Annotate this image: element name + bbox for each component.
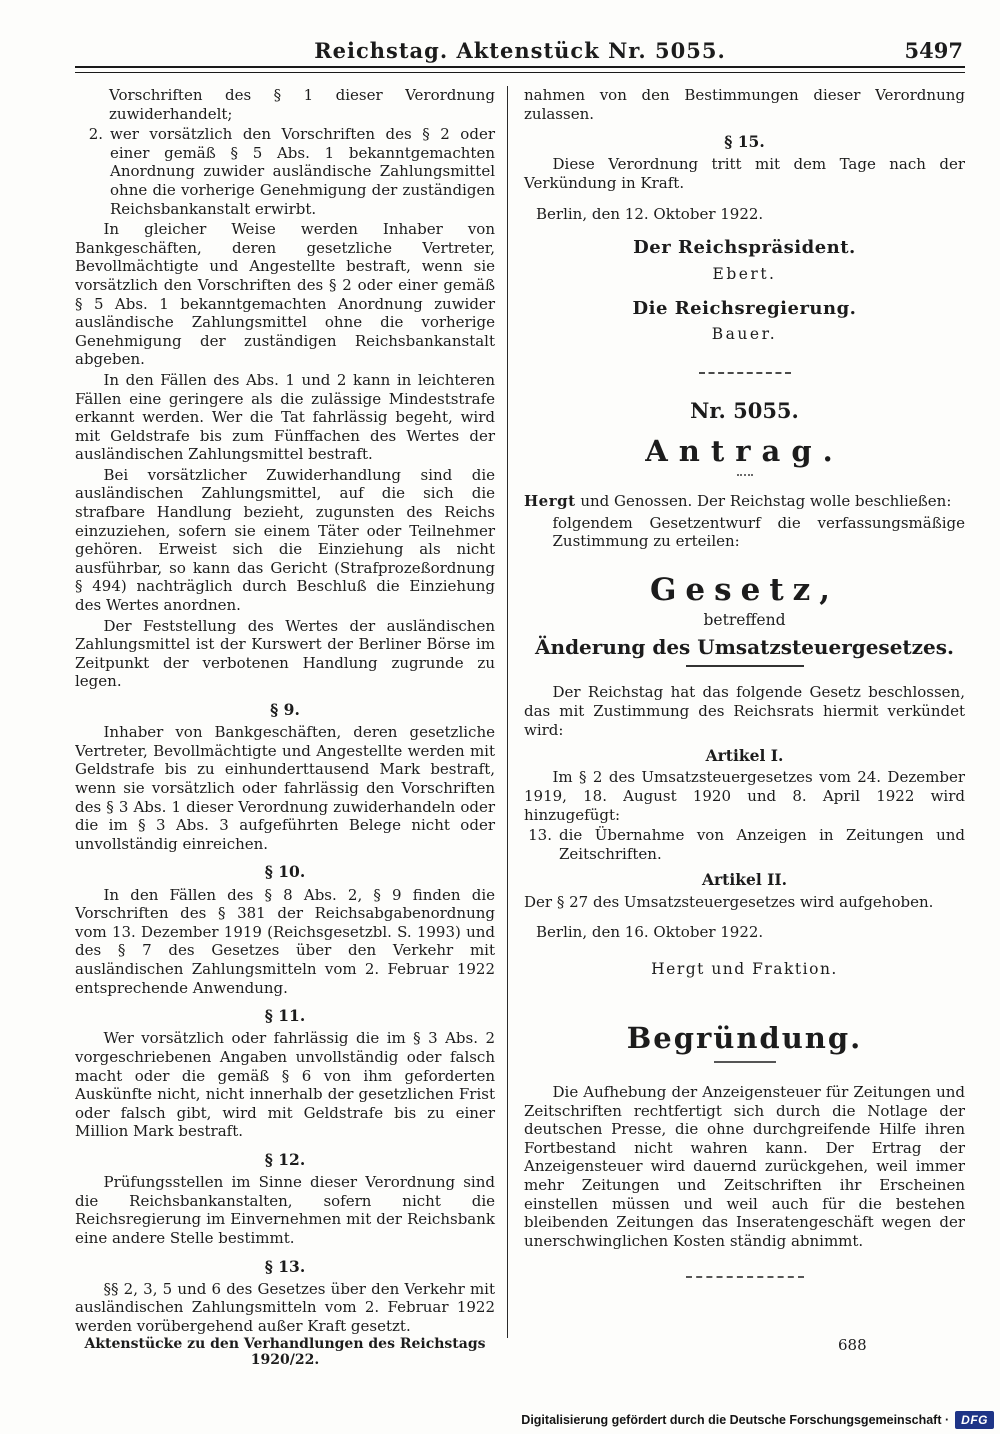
paragraph: Bei vorsätzlicher Zuwiderhandlung sind die ausländischen Zahlungsmittel, auf die sich die strafbare Handlung bezieht, zugunsten des Reichs einzuziehen, sofern sie einem Täter oder Teilnehmer gehören. Erweist sich die Einziehung als nicht ausführbar, so kann das Gericht (Strafprozeßordnung § 494) nachträglich durch Beschluß die Einziehung des Wertes anordnen. bbox=[75, 465, 495, 615]
document-number-heading: Nr. 5055. bbox=[690, 398, 799, 424]
header-rule bbox=[75, 66, 965, 73]
antrag-heading: Antrag. bbox=[645, 434, 844, 469]
page-number: 5497 bbox=[904, 38, 963, 63]
section-heading-15: § 15. bbox=[724, 132, 765, 152]
separator-rule-short bbox=[714, 1061, 776, 1063]
dateline-antrag: Berlin, den 16. Oktober 1922. bbox=[536, 923, 764, 942]
list-item-number: 13. bbox=[528, 826, 552, 845]
artikel-2-heading: Artikel II. bbox=[701, 870, 788, 890]
artikel-2-text: Der § 27 des Umsatzsteuergesetzes wird aufgehoben. bbox=[524, 892, 934, 911]
list-item-2 bbox=[75, 125, 495, 218]
page-title: Reichstag. Aktenstück Nr. 5055. bbox=[314, 38, 726, 63]
gesetz-subtitle-aenderung: Änderung des Umsatzsteuergesetzes. bbox=[535, 634, 954, 659]
gesetz-preamble: Der Reichstag hat das folgende Gesetz beschlossen, das mit Zustimmung des Reichsrats hiermit verkündet wird: bbox=[524, 683, 965, 739]
begruendung-text: Die Aufhebung der Anzeigensteuer für Zeitungen und Zeitschriften rechtfertigt sich durch die Notlage der deutschen Presse, die ohne durchgreifende Hilfe ihren Fortbestand nicht wahren kann. Der Ertrag der Anzeigensteuer wird dauernd zurückgehen, weil immer mehr Zeitungen und Zeitschriften ihr Erscheinen einstellen müssen und weil auch für die bestehen bleibenden Zeitungen das Inseratengeschäft wegen der unerschwinglichen Kosten ständig abnimmt. bbox=[524, 1083, 965, 1250]
section-text-15: Diese Verordnung tritt mit dem Tage nach der Verkündung in Kraft. bbox=[524, 155, 965, 192]
mover-name: Hergt bbox=[524, 492, 576, 511]
paragraph: In gleicher Weise werden Inhaber von Bankgeschäften, deren gesetzliche Vertreter, Bevollmächtigte und Angestellte bestraft, wenn sie vorsätzlich den Vorschriften des § 2 oder einer gemäß § 5 Abs. 1 bekanntgemachten Anordnung zuwider ausländische Zahlungsmittel ohne die vorherige Genehmigung der zuständigen Reichsbankanstalt abgeben. bbox=[75, 220, 495, 369]
two-column-body bbox=[75, 86, 965, 1338]
section-text-9: Inhaber von Bankgeschäften, deren gesetzliche Vertreter, Bevollmächtigte und Angestellte werden mit Geldstrafe bis zu einhunderttausend Mark bestraft, wenn sie vorsätzlich oder fahrlässig den Vorschriften des § 3 Abs. 1 dieser Verordnung zuwiderhandeln oder die im § 3 Abs. 3 aufgeführten Belege nicht oder unvollständig einreichen. bbox=[75, 723, 495, 853]
movers-line bbox=[524, 492, 965, 511]
list-item-1-continuation: Vorschriften des § 1 dieser Verordnung zuwiderhandelt; bbox=[109, 86, 495, 123]
section-heading-13: § 13. bbox=[264, 1256, 306, 1276]
gesetz-heading: Gesetz, bbox=[649, 572, 840, 609]
sheet-signature-number: 688 bbox=[838, 1336, 867, 1354]
paragraph-continuation: nahmen von den Bestimmungen dieser Verordnung zulassen. bbox=[524, 86, 965, 123]
artikel-1-heading: Artikel I. bbox=[705, 746, 784, 766]
movers-line-rest: und Genossen. Der Reichstag wolle beschließen: bbox=[575, 492, 952, 511]
artikel-1-text: Im § 2 des Umsatzsteuergesetzes vom 24. Dezember 1919, 18. August 1920 und 8. April 1922 wird hinzugefügt: bbox=[524, 768, 965, 824]
left-column bbox=[75, 86, 507, 1338]
artikel-1-item-13 bbox=[524, 826, 965, 863]
right-column bbox=[508, 86, 965, 1338]
signature-name-bauer: Bauer. bbox=[711, 325, 778, 344]
section-text-13: §§ 2, 3, 5 und 6 des Gesetzes über den Verkehr mit ausländischen Zahlungsmitteln vom 2. Februar 1922 werden vorübergehend außer Kraft gesetzt. bbox=[75, 1279, 495, 1335]
section-heading-12: § 12. bbox=[264, 1149, 306, 1169]
signature-name-ebert: Ebert. bbox=[712, 264, 777, 283]
list-item-number: 2. bbox=[88, 125, 103, 144]
digitization-credit-bar bbox=[521, 1411, 994, 1429]
section-text-11: Wer vorsätzlich oder fahrlässig die im § 3 Abs. 2 vorgeschriebenen Angaben unvollständig oder falsch macht oder die gemäß § 6 von ihm geforderten Auskünfte nicht, nicht innerhalb der gesetzlichen Frist oder falsch gibt, wird mit Geldstrafe bis zu einer Million Mark bestraft. bbox=[75, 1029, 495, 1141]
separator-tiny-rule bbox=[737, 474, 753, 476]
signature-title-reichspraesident: Der Reichspräsident. bbox=[633, 237, 856, 259]
gesetz-subtitle-betreffend: betreffend bbox=[703, 611, 786, 630]
digitization-credit-text: Digitalisierung gefördert durch die Deutsche Forschungsgemeinschaft · bbox=[521, 1413, 950, 1427]
list-item-text: wer vorsätzlich den Vorschriften des § 2 oder einer gemäß § 5 Abs. 1 bekanntgemachten Anordnung zuwider ausländische Zahlungsmittel ohne die vorherige Genehmigung der zuständigen Reichsbankanstalt erwirbt. bbox=[110, 125, 495, 218]
signature-hergt-fraktion: Hergt und Fraktion. bbox=[651, 959, 838, 978]
section-text-12: Prüfungsstellen im Sinne dieser Verordnung sind die Reichsbankanstalten, sofern nicht die Reichsregierung im Einvernehmen mit der Reichsbank eine andere Stelle bestimmt. bbox=[75, 1173, 495, 1247]
end-separator-rule bbox=[686, 1276, 804, 1278]
dfg-logo: DFG bbox=[955, 1411, 994, 1429]
section-text-10: In den Fällen des § 8 Abs. 2, § 9 finden die Vorschriften des § 381 der Reichsabgabenordnung vom 13. Dezember 1919 (Reichsgesetzbl. S. 1993) und des § 7 des Gesetzes über den Verkehr mit ausländischen Zahlungsmitteln vom 2. Februar 1922 entsprechende Anwendung. bbox=[75, 885, 495, 997]
list-item-text: die Übernahme von Anzeigen in Zeitungen und Zeitschriften. bbox=[559, 826, 965, 863]
movers-subline: folgendem Gesetzentwurf die verfassungsmäßige Zustimmung zu erteilen: bbox=[552, 513, 965, 551]
signature-title-reichsregierung: Die Reichsregierung. bbox=[632, 297, 857, 319]
separator-rule bbox=[699, 372, 791, 374]
section-heading-10: § 10. bbox=[264, 862, 306, 882]
page-header bbox=[75, 38, 965, 64]
paragraph: Der Feststellung des Wertes der ausländischen Zahlungsmittel ist der Kurswert der Berliner Börse im Zeitpunkt der verbotenen Handlung zugrunde zu legen. bbox=[75, 616, 495, 691]
section-heading-9: § 9. bbox=[270, 700, 300, 719]
separator-rule-solid bbox=[686, 665, 804, 667]
footer-series-note: Aktenstücke zu den Verhandlungen des Reichstags 1920/22. bbox=[84, 1336, 486, 1368]
dateline-verordnung: Berlin, den 12. Oktober 1922. bbox=[536, 204, 764, 223]
section-heading-11: § 11. bbox=[264, 1006, 306, 1026]
begruendung-heading: Begründung. bbox=[626, 1021, 863, 1056]
paragraph: In den Fällen des Abs. 1 und 2 kann in leichteren Fällen eine geringere als die zulässige Mindeststrafe erkannt werden. Wer die Tat fahrlässig begeht, wird mit Geldstrafe bis zum Fünffachen des Wertes der ausländischen Zahlungsmittel bestraft. bbox=[75, 370, 495, 464]
